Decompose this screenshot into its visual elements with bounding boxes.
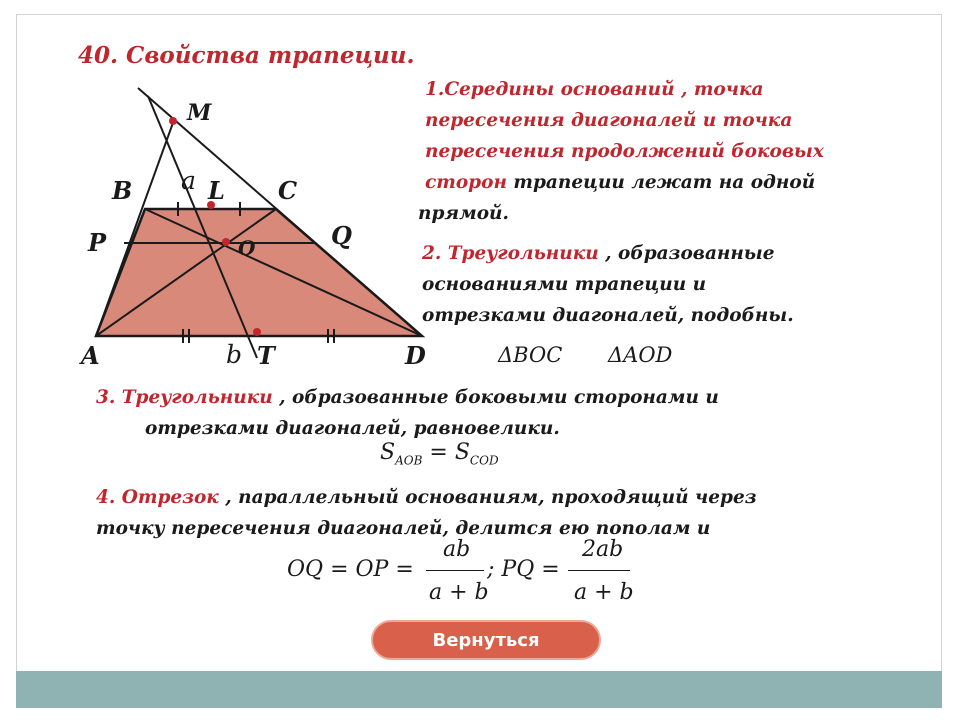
- property3-line1: [96, 382, 719, 413]
- area-sub-right: COD: [469, 453, 499, 468]
- area-s-left: S: [380, 440, 396, 465]
- triangle-aod: ΔAOD: [608, 343, 673, 367]
- label-l: L: [208, 176, 225, 205]
- area-equation: [380, 440, 499, 467]
- frac2-denominator: a + b: [574, 580, 634, 605]
- formula-sep: ; PQ =: [487, 557, 560, 582]
- label-c: C: [278, 176, 298, 205]
- property4-line2: точку пересечения диагоналей, делится ею пополам и: [96, 518, 711, 539]
- point-m: [169, 117, 177, 125]
- triangle-boc: ΔBOC: [498, 343, 563, 367]
- point-t: [253, 328, 261, 336]
- label-o: O: [238, 236, 256, 260]
- property4-line1: [96, 482, 757, 513]
- property1-line1: 1.Середины оснований , точка: [425, 79, 764, 100]
- property3-black: , образованные боковыми сторонами и: [272, 387, 719, 408]
- property2-line2: основаниями трапеции и: [422, 274, 707, 295]
- trapezoid-fill: [96, 209, 422, 336]
- property1-red-tail: сторон: [425, 172, 507, 193]
- frac1-numerator: ab: [443, 537, 471, 562]
- property3-red: 3. Треугольники: [96, 387, 273, 408]
- area-s-right: S: [454, 440, 470, 465]
- label-q: Q: [331, 221, 352, 250]
- property4-red: 4. Отрезок: [96, 487, 219, 508]
- frac2-bar: [568, 570, 630, 571]
- property1-line4: [425, 167, 815, 198]
- label-a: A: [81, 341, 100, 370]
- property2-black: , образованные: [598, 243, 775, 264]
- property2-red: 2. Треугольники: [422, 243, 599, 264]
- property4-black: , параллельный основаниям, проходящий через: [218, 487, 757, 508]
- slide-title: 40. Свойства трапеции.: [78, 42, 415, 69]
- var-a: a: [181, 166, 196, 195]
- formula-lhs: OQ = OP =: [287, 557, 414, 582]
- property1-line3: пересечения продолжений боковых: [425, 141, 824, 162]
- property3-line2: отрезками диагоналей, равновелики.: [145, 418, 560, 439]
- frac1-bar: [426, 570, 484, 571]
- label-t: T: [257, 341, 275, 370]
- area-equals: =: [429, 440, 448, 465]
- var-b: b: [226, 340, 243, 369]
- back-button[interactable]: Вернуться: [371, 620, 601, 660]
- label-d: D: [405, 341, 426, 370]
- property1-line5: прямой.: [418, 203, 509, 224]
- label-m: M: [187, 100, 212, 126]
- property1-line2: пересечения диагоналей и точка: [425, 110, 793, 131]
- label-b: B: [112, 176, 133, 205]
- point-o: [222, 238, 230, 246]
- property2-line3: отрезками диагоналей, подобны.: [422, 305, 794, 326]
- property1-black-tail: трапеции лежат на одной: [506, 172, 816, 193]
- frac1-denominator: a + b: [429, 580, 489, 605]
- label-p: P: [88, 228, 107, 257]
- property2-line1: [422, 238, 775, 269]
- area-sub-left: AOB: [395, 453, 423, 468]
- frac2-numerator: 2ab: [582, 537, 624, 562]
